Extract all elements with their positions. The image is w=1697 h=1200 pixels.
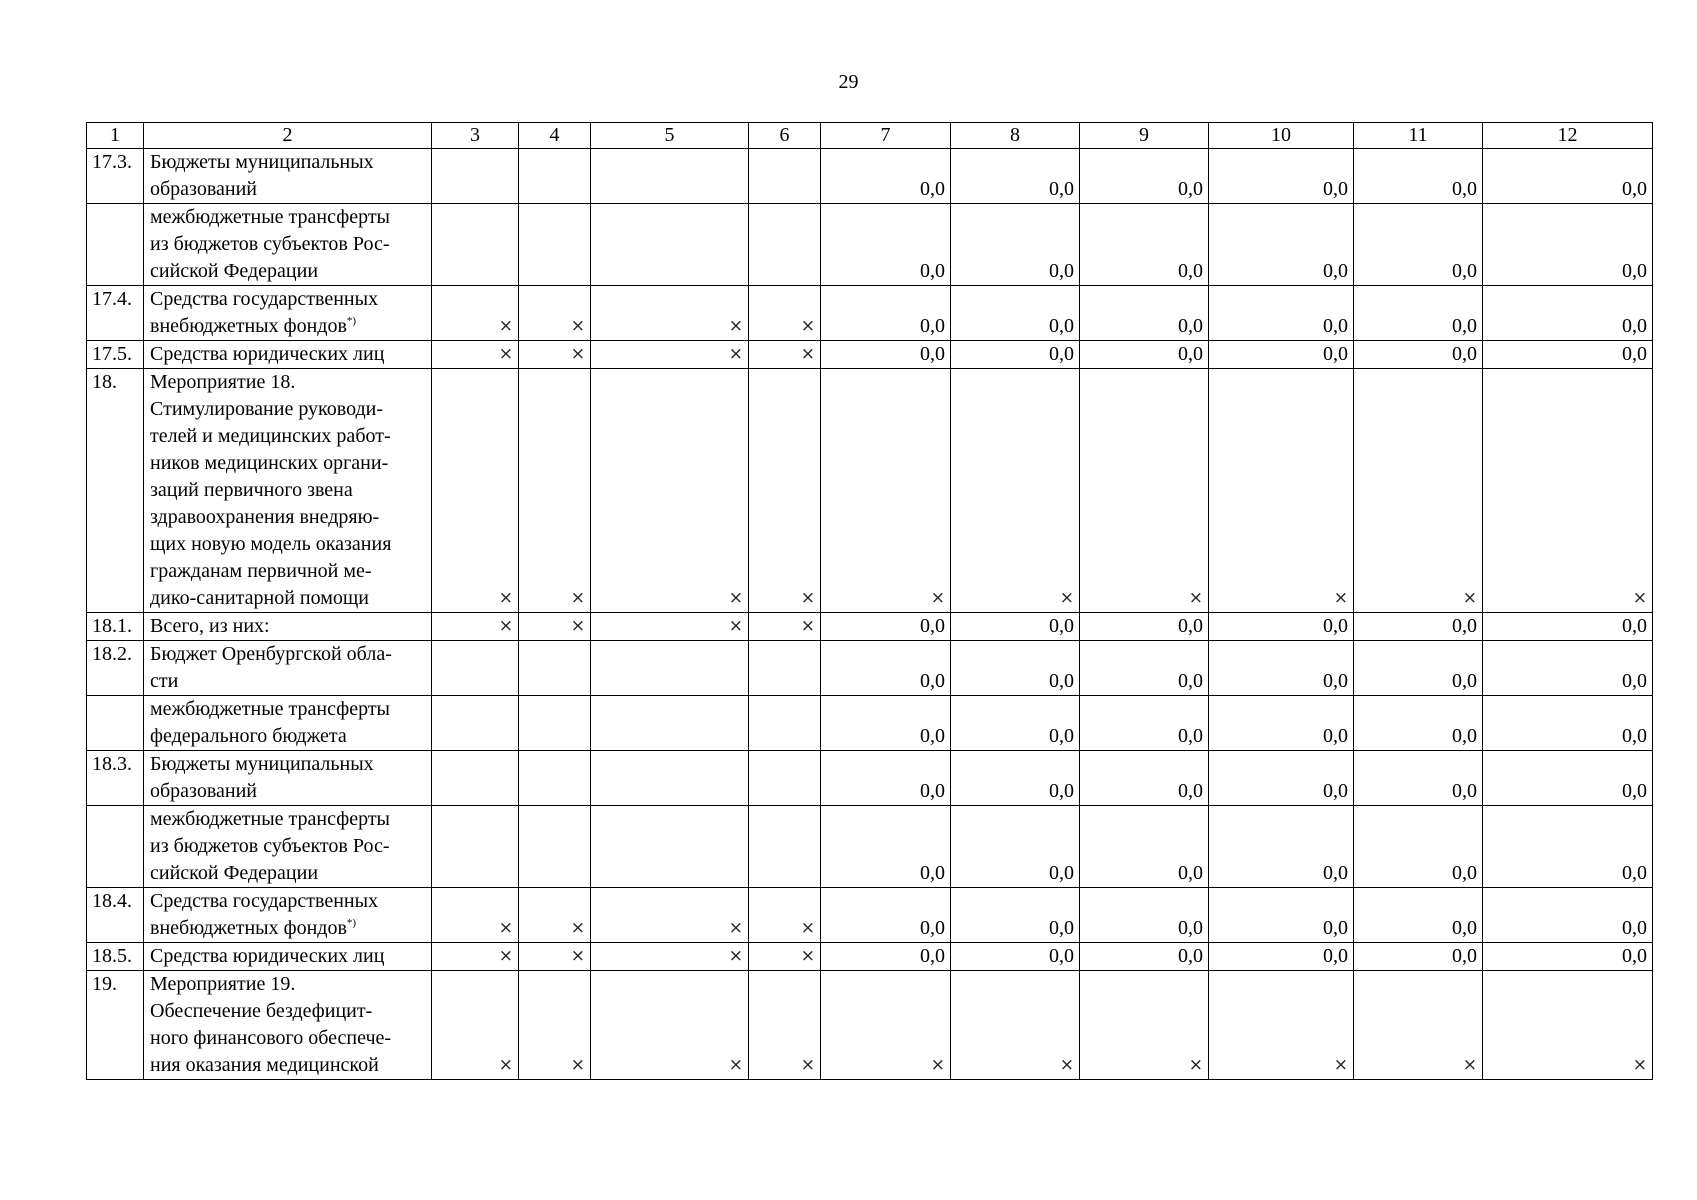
value-cell: 0,0 xyxy=(1209,943,1354,971)
row-number: 18.4. xyxy=(87,888,144,943)
value-cell: 0,0 xyxy=(1209,888,1354,943)
row-number: 17.4. xyxy=(87,286,144,341)
value-cell: 0,0 xyxy=(821,204,951,286)
cell-c5: × xyxy=(591,341,749,369)
cell-c5 xyxy=(591,751,749,806)
cell-c6: × xyxy=(749,888,821,943)
value-cell: 0,0 xyxy=(951,204,1080,286)
description-text: Средства юридических лиц xyxy=(150,945,385,967)
cell-c3: × xyxy=(432,888,519,943)
cell-c5 xyxy=(591,641,749,696)
value-cell: × xyxy=(1354,369,1483,613)
value-cell: 0,0 xyxy=(1080,888,1209,943)
description-text: Средства государственных xyxy=(150,288,379,310)
row-number: 17.3. xyxy=(87,149,144,204)
description-line xyxy=(150,998,426,1025)
cell-c3 xyxy=(432,806,519,888)
table-row xyxy=(87,613,1653,641)
value-cell: 0,0 xyxy=(1209,613,1354,641)
cell-c4: × xyxy=(519,369,591,613)
cell-c5: × xyxy=(591,286,749,341)
value-cell: 0,0 xyxy=(1483,696,1653,751)
description-text: Обеспечение бездефицит- xyxy=(150,1000,373,1022)
cell-c3 xyxy=(432,696,519,751)
value-cell: 0,0 xyxy=(821,943,951,971)
cell-c5 xyxy=(591,696,749,751)
value-cell: 0,0 xyxy=(1483,149,1653,204)
cell-c3: × xyxy=(432,341,519,369)
row-description xyxy=(144,641,432,696)
value-cell: 0,0 xyxy=(821,806,951,888)
description-text: внебюджетных фондов xyxy=(150,917,347,939)
description-line xyxy=(150,860,426,887)
header-cell: 9 xyxy=(1080,123,1209,149)
value-cell: 0,0 xyxy=(1483,751,1653,806)
value-cell: 0,0 xyxy=(1354,204,1483,286)
description-text: Мероприятие 18. xyxy=(150,371,296,393)
description-line xyxy=(150,778,426,805)
cell-c6: × xyxy=(749,613,821,641)
description-text: телей и медицинских работ- xyxy=(150,425,391,447)
cell-c6: × xyxy=(749,943,821,971)
row-description xyxy=(144,971,432,1080)
header-cell: 2 xyxy=(144,123,432,149)
description-line xyxy=(150,943,426,970)
budget-table xyxy=(86,122,1653,1080)
value-cell: 0,0 xyxy=(1354,613,1483,641)
header-cell: 3 xyxy=(432,123,519,149)
table-row xyxy=(87,341,1653,369)
value-cell: 0,0 xyxy=(1080,943,1209,971)
cell-c5: × xyxy=(591,971,749,1080)
description-text: сийской Федерации xyxy=(150,260,319,282)
value-cell: 0,0 xyxy=(1209,286,1354,341)
row-description xyxy=(144,286,432,341)
value-cell: 0,0 xyxy=(1354,341,1483,369)
table-row xyxy=(87,751,1653,806)
description-line xyxy=(150,286,426,313)
header-cell: 8 xyxy=(951,123,1080,149)
value-cell: 0,0 xyxy=(1080,149,1209,204)
header-cell: 7 xyxy=(821,123,951,149)
cell-c6 xyxy=(749,696,821,751)
value-cell: × xyxy=(1354,971,1483,1080)
table-row xyxy=(87,806,1653,888)
row-number: 18.1. xyxy=(87,613,144,641)
table-row xyxy=(87,943,1653,971)
value-cell: 0,0 xyxy=(1483,806,1653,888)
value-cell: 0,0 xyxy=(951,888,1080,943)
description-line xyxy=(150,971,426,998)
value-cell: × xyxy=(951,971,1080,1080)
value-cell: 0,0 xyxy=(821,341,951,369)
value-cell: 0,0 xyxy=(1080,806,1209,888)
value-cell: 0,0 xyxy=(821,286,951,341)
cell-c4: × xyxy=(519,613,591,641)
header-cell: 5 xyxy=(591,123,749,149)
cell-c3 xyxy=(432,641,519,696)
header-cell: 1 xyxy=(87,123,144,149)
cell-c4: × xyxy=(519,943,591,971)
value-cell: 0,0 xyxy=(1354,696,1483,751)
description-text: щих новую модель оказания xyxy=(150,533,392,555)
description-line xyxy=(150,369,426,396)
cell-c4 xyxy=(519,149,591,204)
table-row xyxy=(87,641,1653,696)
value-cell: 0,0 xyxy=(821,641,951,696)
header-cell: 11 xyxy=(1354,123,1483,149)
value-cell: 0,0 xyxy=(1354,888,1483,943)
description-line xyxy=(150,423,426,450)
value-cell: 0,0 xyxy=(951,286,1080,341)
value-cell: × xyxy=(1209,971,1354,1080)
cell-c3 xyxy=(432,751,519,806)
cell-c4 xyxy=(519,204,591,286)
description-line xyxy=(150,396,426,423)
cell-c6 xyxy=(749,751,821,806)
description-text: гражданам первичной ме- xyxy=(150,560,372,582)
cell-c4: × xyxy=(519,971,591,1080)
description-line xyxy=(150,833,426,860)
table-row xyxy=(87,286,1653,341)
description-text: дико-санитарной помощи xyxy=(150,587,369,609)
description-line xyxy=(150,585,426,612)
value-cell: 0,0 xyxy=(1080,286,1209,341)
description-line xyxy=(150,477,426,504)
row-description xyxy=(144,341,432,369)
description-text: внебюджетных фондов xyxy=(150,315,347,337)
page-number: 29 xyxy=(838,71,859,93)
value-cell: × xyxy=(821,971,951,1080)
header-cell: 4 xyxy=(519,123,591,149)
cell-c6 xyxy=(749,806,821,888)
row-description xyxy=(144,204,432,286)
value-cell: 0,0 xyxy=(1483,943,1653,971)
value-cell: 0,0 xyxy=(1209,204,1354,286)
cell-c4 xyxy=(519,641,591,696)
description-line xyxy=(150,341,426,368)
description-text: Бюджеты муниципальных xyxy=(150,753,374,775)
description-text: заций первичного звена xyxy=(150,479,353,501)
description-text: федерального бюджета xyxy=(150,725,347,747)
value-cell: × xyxy=(1209,369,1354,613)
value-cell: 0,0 xyxy=(821,751,951,806)
value-cell: 0,0 xyxy=(1080,613,1209,641)
cell-c6: × xyxy=(749,341,821,369)
value-cell: 0,0 xyxy=(1209,806,1354,888)
description-text: из бюджетов субъектов Рос- xyxy=(150,233,390,255)
value-cell: 0,0 xyxy=(1209,751,1354,806)
value-cell: 0,0 xyxy=(821,696,951,751)
table-row xyxy=(87,971,1653,1080)
cell-c3 xyxy=(432,204,519,286)
row-description xyxy=(144,888,432,943)
description-line xyxy=(150,231,426,258)
cell-c5: × xyxy=(591,888,749,943)
value-cell: 0,0 xyxy=(951,943,1080,971)
description-line xyxy=(150,313,426,340)
description-line xyxy=(150,668,426,695)
table-row xyxy=(87,204,1653,286)
value-cell: 0,0 xyxy=(1354,149,1483,204)
value-cell: × xyxy=(1080,971,1209,1080)
row-description xyxy=(144,149,432,204)
value-cell: 0,0 xyxy=(1354,641,1483,696)
description-text: ного финансового обеспече- xyxy=(150,1027,392,1049)
value-cell: 0,0 xyxy=(1354,286,1483,341)
description-line xyxy=(150,696,426,723)
cell-c3: × xyxy=(432,943,519,971)
description-line xyxy=(150,1052,426,1079)
cell-c6: × xyxy=(749,971,821,1080)
value-cell: 0,0 xyxy=(1080,341,1209,369)
header-cell: 12 xyxy=(1483,123,1653,149)
cell-c4: × xyxy=(519,888,591,943)
row-description xyxy=(144,751,432,806)
header-cell: 6 xyxy=(749,123,821,149)
footnote-marker: *) xyxy=(346,917,357,929)
value-cell: 0,0 xyxy=(821,613,951,641)
row-number: 18.2. xyxy=(87,641,144,696)
value-cell: 0,0 xyxy=(1354,943,1483,971)
cell-c5: × xyxy=(591,613,749,641)
description-text: Стимулирование руководи- xyxy=(150,398,384,420)
value-cell: × xyxy=(821,369,951,613)
table-row xyxy=(87,888,1653,943)
value-cell: × xyxy=(1080,369,1209,613)
value-cell: 0,0 xyxy=(1483,286,1653,341)
cell-c3: × xyxy=(432,286,519,341)
cell-c6 xyxy=(749,641,821,696)
footnote-marker: *) xyxy=(346,315,357,327)
description-text: из бюджетов субъектов Рос- xyxy=(150,835,390,857)
value-cell: 0,0 xyxy=(1209,341,1354,369)
row-number: 18.5. xyxy=(87,943,144,971)
description-text: Средства юридических лиц xyxy=(150,343,385,365)
cell-c4: × xyxy=(519,286,591,341)
value-cell: 0,0 xyxy=(951,751,1080,806)
description-text: ников медицинских органи- xyxy=(150,452,389,474)
value-cell: 0,0 xyxy=(1483,613,1653,641)
value-cell: 0,0 xyxy=(1354,751,1483,806)
value-cell: 0,0 xyxy=(1483,888,1653,943)
cell-c4 xyxy=(519,696,591,751)
value-cell: × xyxy=(951,369,1080,613)
description-line xyxy=(150,450,426,477)
cell-c5: × xyxy=(591,943,749,971)
description-text: Средства государственных xyxy=(150,890,379,912)
row-description xyxy=(144,613,432,641)
description-line xyxy=(150,176,426,203)
cell-c5: × xyxy=(591,369,749,613)
table-row xyxy=(87,149,1653,204)
cell-c4: × xyxy=(519,341,591,369)
description-line xyxy=(150,723,426,750)
cell-c6: × xyxy=(749,286,821,341)
value-cell: 0,0 xyxy=(1080,641,1209,696)
value-cell: 0,0 xyxy=(1080,696,1209,751)
description-line xyxy=(150,258,426,285)
description-line xyxy=(150,641,426,668)
description-line xyxy=(150,806,426,833)
row-number: 19. xyxy=(87,971,144,1080)
row-description xyxy=(144,369,432,613)
value-cell: 0,0 xyxy=(1080,204,1209,286)
value-cell: 0,0 xyxy=(951,149,1080,204)
row-description xyxy=(144,806,432,888)
description-text: сийской Федерации xyxy=(150,862,319,884)
description-text: межбюджетные трансферты xyxy=(150,808,390,830)
table-row xyxy=(87,696,1653,751)
value-cell: 0,0 xyxy=(1483,641,1653,696)
value-cell: 0,0 xyxy=(951,341,1080,369)
cell-c6: × xyxy=(749,369,821,613)
description-line xyxy=(150,613,426,640)
description-text: межбюджетные трансферты xyxy=(150,206,390,228)
description-text: Бюджеты муниципальных xyxy=(150,151,374,173)
value-cell: 0,0 xyxy=(1209,149,1354,204)
description-line xyxy=(150,558,426,585)
table-body xyxy=(87,123,1653,1080)
value-cell: 0,0 xyxy=(821,888,951,943)
row-number: 18.3. xyxy=(87,751,144,806)
cell-c5 xyxy=(591,204,749,286)
cell-c5 xyxy=(591,806,749,888)
value-cell: 0,0 xyxy=(1080,751,1209,806)
description-text: Всего, из них: xyxy=(150,615,270,637)
description-line xyxy=(150,531,426,558)
description-text: образований xyxy=(150,178,258,200)
description-text: Мероприятие 19. xyxy=(150,973,296,995)
description-text: ния оказания медицинской xyxy=(150,1054,379,1076)
value-cell: 0,0 xyxy=(1483,341,1653,369)
value-cell: 0,0 xyxy=(821,149,951,204)
value-cell: × xyxy=(1483,971,1653,1080)
cell-c6 xyxy=(749,204,821,286)
value-cell: 0,0 xyxy=(1209,696,1354,751)
description-text: образований xyxy=(150,780,258,802)
value-cell: 0,0 xyxy=(951,613,1080,641)
value-cell: 0,0 xyxy=(951,806,1080,888)
row-number xyxy=(87,204,144,286)
description-text: Бюджет Оренбургской обла- xyxy=(150,643,392,665)
cell-c3 xyxy=(432,149,519,204)
row-description xyxy=(144,696,432,751)
description-text: здравоохранения внедряю- xyxy=(150,506,380,528)
value-cell: 0,0 xyxy=(951,641,1080,696)
cell-c4 xyxy=(519,751,591,806)
row-number xyxy=(87,806,144,888)
cell-c3: × xyxy=(432,369,519,613)
cell-c3: × xyxy=(432,971,519,1080)
cell-c6 xyxy=(749,149,821,204)
description-text: сти xyxy=(150,670,179,692)
description-line xyxy=(150,751,426,778)
description-text: межбюджетные трансферты xyxy=(150,698,390,720)
description-line xyxy=(150,149,426,176)
description-line xyxy=(150,1025,426,1052)
cell-c5 xyxy=(591,149,749,204)
value-cell: 0,0 xyxy=(1354,806,1483,888)
description-line xyxy=(150,888,426,915)
cell-c4 xyxy=(519,806,591,888)
value-cell: 0,0 xyxy=(1209,641,1354,696)
row-number xyxy=(87,696,144,751)
value-cell: 0,0 xyxy=(951,696,1080,751)
value-cell: × xyxy=(1483,369,1653,613)
table-row xyxy=(87,369,1653,613)
header-cell: 10 xyxy=(1209,123,1354,149)
row-number: 18. xyxy=(87,369,144,613)
description-line xyxy=(150,915,426,942)
value-cell: 0,0 xyxy=(1483,204,1653,286)
header-row xyxy=(87,123,1653,149)
description-line xyxy=(150,204,426,231)
cell-c3: × xyxy=(432,613,519,641)
row-description xyxy=(144,943,432,971)
row-number: 17.5. xyxy=(87,341,144,369)
description-line xyxy=(150,504,426,531)
